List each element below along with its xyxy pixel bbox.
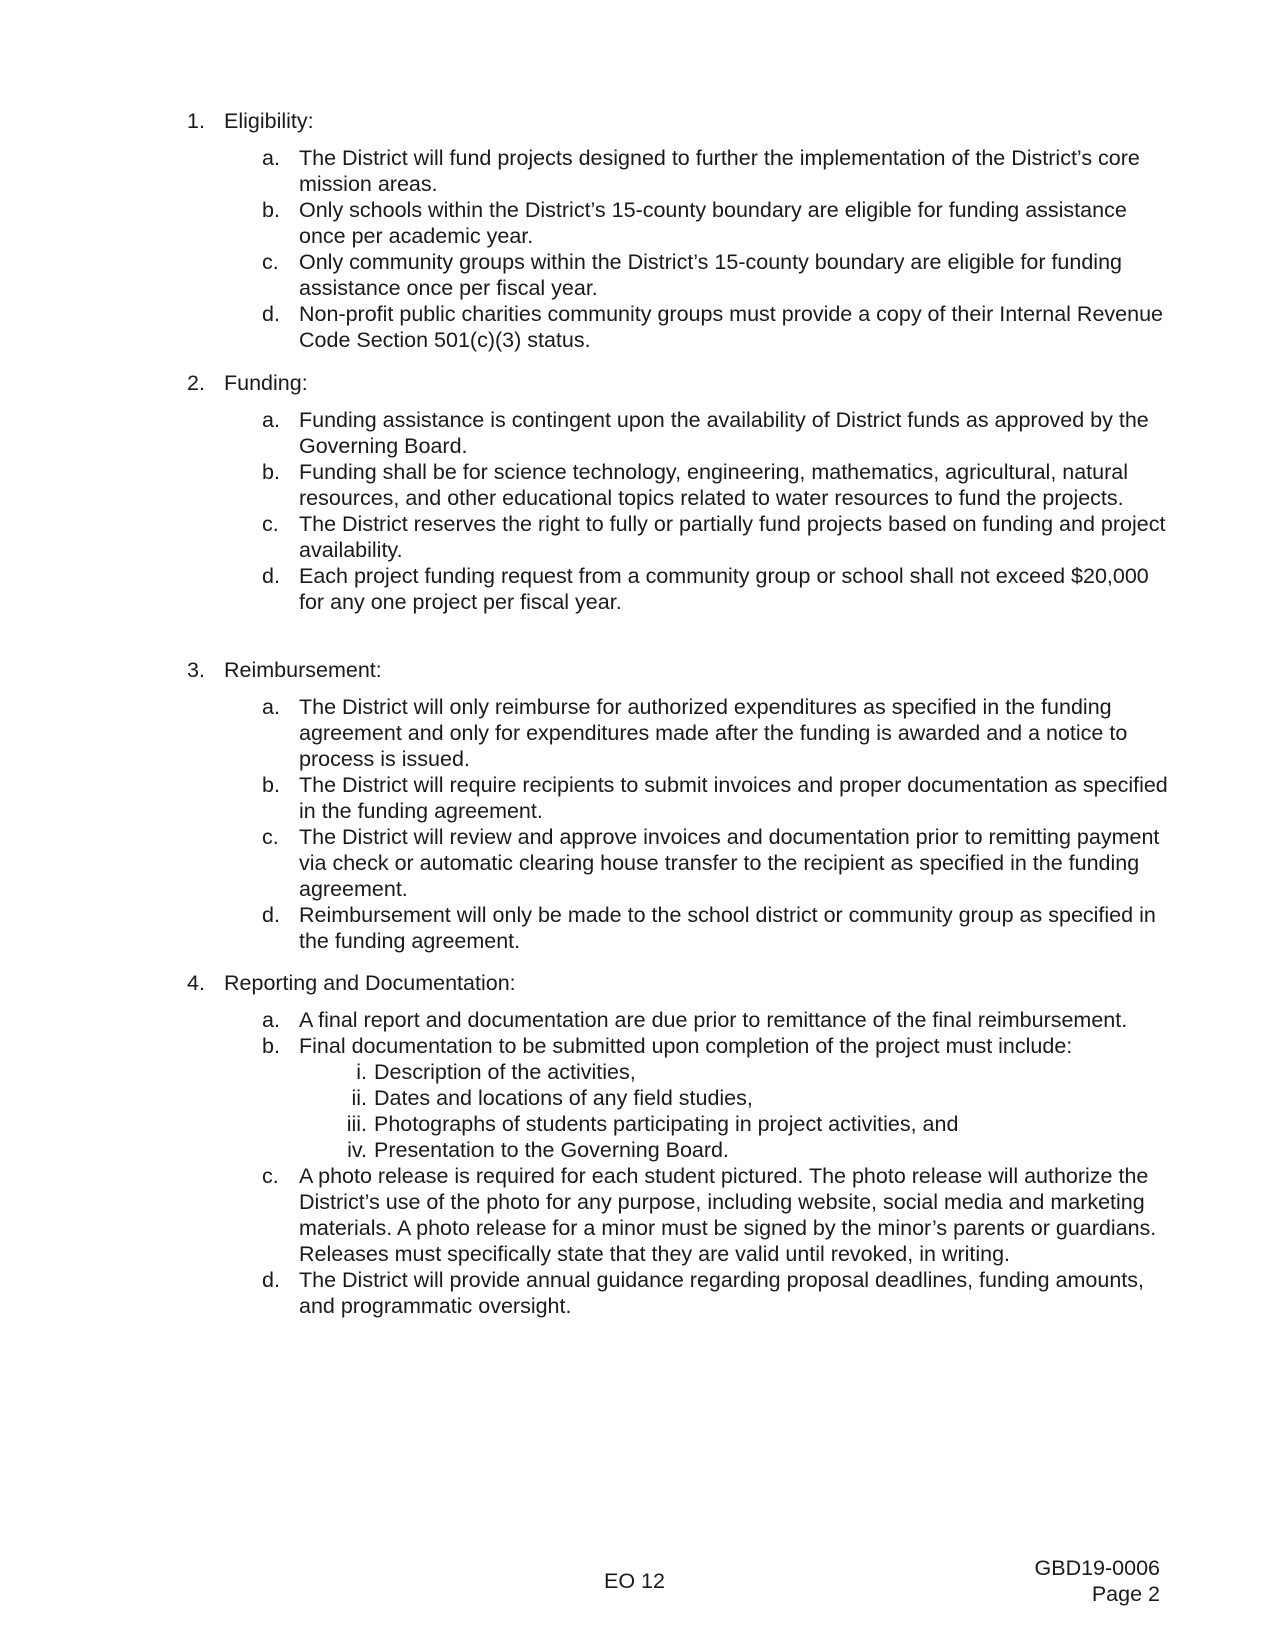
sub-list-item — [0, 1137, 1275, 1163]
item-text: Final documentation to be submitted upon completion of the project must include: — [299, 1034, 1073, 1058]
sub-item-number: i. — [356, 1060, 367, 1084]
item-letter: d. — [262, 302, 280, 326]
sub-list-item — [0, 1111, 1275, 1137]
list-item — [0, 249, 1179, 301]
section-number: 4. — [187, 971, 205, 995]
item-letter: b. — [262, 198, 280, 222]
section-title: Funding: — [224, 371, 308, 395]
sub-list-item — [0, 1085, 1275, 1111]
item-letter: a. — [262, 1008, 280, 1032]
item-text: A final report and documentation are due prior to remittance of the final reimbursement. — [299, 1008, 1128, 1032]
item-text: Only schools within the District’s 15-county boundary are eligible for funding assistance once per academic year. — [299, 198, 1127, 248]
list-item — [0, 301, 1179, 353]
section-heading — [187, 108, 314, 134]
item-letter: b. — [262, 1034, 280, 1058]
sub-item-text: Description of the activities, — [374, 1060, 636, 1084]
item-letter: c. — [262, 825, 279, 849]
item-text: Non-profit public charities community groups must provide a copy of their Internal Revenue Code Section 501(c)(3) status. — [299, 302, 1163, 352]
item-text: Funding assistance is contingent upon the availability of District funds as approved by the Governing Board. — [299, 408, 1149, 458]
list-item — [0, 197, 1179, 249]
list-item — [0, 1033, 1199, 1059]
sub-item-number: ii. — [351, 1086, 367, 1110]
item-text: Only community groups within the District’s 15-county boundary are eligible for funding assistance once per fiscal year. — [299, 250, 1122, 300]
item-letter: b. — [262, 773, 280, 797]
item-letter: a. — [262, 695, 280, 719]
section-heading — [187, 970, 516, 996]
item-letter: d. — [262, 564, 280, 588]
item-text: Reimbursement will only be made to the school district or community group as specified in the funding agreement. — [299, 903, 1156, 953]
item-list — [0, 407, 1275, 615]
item-list — [0, 1007, 1275, 1319]
list-item — [0, 511, 1179, 563]
section-title: Eligibility: — [224, 109, 314, 133]
item-letter: c. — [262, 1164, 279, 1188]
sub-item-text: Presentation to the Governing Board. — [374, 1138, 729, 1162]
section-number: 1. — [187, 109, 205, 133]
list-item — [0, 772, 1179, 824]
footer-document-id: GBD19-0006 — [1034, 1556, 1160, 1580]
item-letter: b. — [262, 460, 280, 484]
item-text: The District reserves the right to fully or partially fund projects based on funding and project availability. — [299, 512, 1166, 562]
list-item — [0, 902, 1179, 954]
list-item — [0, 694, 1179, 772]
list-item — [0, 824, 1179, 902]
sub-item-number: iv. — [347, 1138, 367, 1162]
section-title: Reimbursement: — [224, 658, 382, 682]
footer-doc-info — [1035, 1555, 1161, 1607]
section-title: Reporting and Documentation: — [224, 971, 516, 995]
sub-item-number: iii. — [346, 1112, 367, 1136]
sub-item-text: Photographs of students participating in project activities, and — [374, 1112, 959, 1136]
item-letter: c. — [262, 250, 279, 274]
section-heading — [187, 657, 382, 683]
item-text: The District will review and approve invoices and documentation prior to remitting payment via check or automatic clearing house transfer to the recipient as specified in the funding agreement. — [299, 825, 1160, 901]
item-letter: d. — [262, 903, 280, 927]
sub-list-item — [0, 1059, 1275, 1085]
item-letter: a. — [262, 408, 280, 432]
list-item — [0, 1267, 1179, 1319]
item-letter: c. — [262, 512, 279, 536]
section-number: 2. — [187, 371, 205, 395]
item-letter: a. — [262, 146, 280, 170]
item-text: The District will require recipients to submit invoices and proper documentation as specified in the funding agreement. — [299, 773, 1168, 823]
section-number: 3. — [187, 658, 205, 682]
sub-item-text: Dates and locations of any field studies, — [374, 1086, 753, 1110]
item-text: The District will only reimburse for authorized expenditures as specified in the funding agreement and only for expenditures made after the funding is awarded and a notice to process is issued. — [299, 695, 1128, 771]
item-list — [0, 145, 1275, 353]
list-item — [0, 407, 1179, 459]
footer-page-number: Page 2 — [1091, 1582, 1160, 1606]
list-item — [0, 459, 1179, 511]
section-heading — [187, 370, 308, 396]
item-text: A photo release is required for each student pictured. The photo release will authorize the District’s use of the photo for any purpose, including website, social media and marketing materials. A photo release for a minor must be signed by the minor’s parents or guardians. Releases must specifically state that they are valid until revoked, in writing. — [299, 1164, 1157, 1266]
list-item — [0, 1007, 1179, 1033]
item-list — [0, 694, 1275, 954]
item-letter: d. — [262, 1268, 280, 1292]
footer-order-number: EO 12 — [604, 1569, 665, 1593]
list-item — [0, 145, 1179, 197]
list-item — [0, 563, 1179, 615]
item-text: The District will provide annual guidance regarding proposal deadlines, funding amounts, and programmatic oversight. — [299, 1268, 1144, 1318]
item-text: The District will fund projects designed to further the implementation of the District’s core mission areas. — [299, 146, 1140, 196]
list-item — [0, 1163, 1179, 1267]
item-text: Each project funding request from a community group or school shall not exceed $20,000 for any one project per fiscal year. — [299, 564, 1149, 614]
item-text: Funding shall be for science technology, engineering, mathematics, agricultural, natural resources, and other educational topics related to water resources to fund the projects. — [299, 460, 1129, 510]
